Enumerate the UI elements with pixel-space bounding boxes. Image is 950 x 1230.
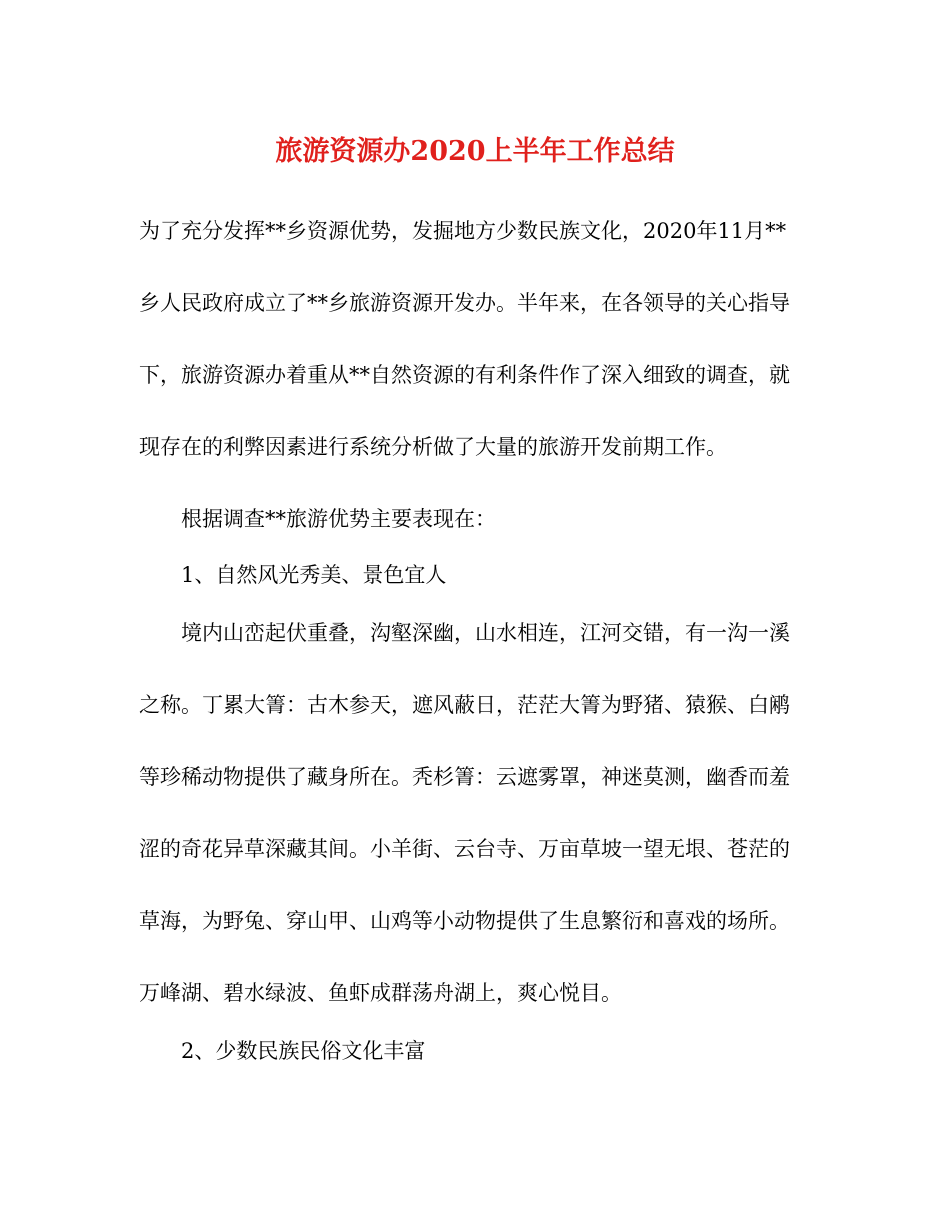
paragraph-line: 下，旅游资源办着重从**自然资源的有利条件作了深入细致的调查，就	[139, 363, 790, 387]
section-heading: 1、自然风光秀美、景色宜人	[181, 563, 447, 587]
paragraph-line: 之称。丁累大箐：古木参天，遮风蔽日，茫茫大箐为野猪、猿猴、白鹇	[139, 693, 790, 717]
paragraph-line: 乡人民政府成立了**乡旅游资源开发办。半年来，在各领导的关心指导	[139, 291, 790, 315]
paragraph-line: 草海，为野兔、穿山甲、山鸡等小动物提供了生息繁衍和喜戏的场所。	[139, 909, 790, 933]
paragraph-line: 根据调查**旅游优势主要表现在：	[181, 507, 496, 531]
paragraph-line: 等珍稀动物提供了藏身所在。秃杉箐：云遮雾罩，神迷莫测，幽香而羞	[139, 765, 790, 789]
document-title: 旅游资源办2020上半年工作总结	[275, 136, 675, 167]
paragraph-line: 为了充分发挥**乡资源优势，发掘地方少数民族文化，2020年11月**	[139, 219, 787, 243]
paragraph-line: 现存在的利弊因素进行系统分析做了大量的旅游开发前期工作。	[139, 435, 727, 459]
paragraph-line: 万峰湖、碧水绿波、鱼虾成群荡舟湖上，爽心悦目。	[139, 981, 622, 1005]
paragraph-line: 涩的奇花异草深藏其间。小羊街、云台寺、万亩草坡一望无垠、苍茫的	[139, 837, 790, 861]
section-heading: 2、少数民族民俗文化丰富	[181, 1039, 426, 1063]
paragraph-line: 境内山峦起伏重叠，沟壑深幽，山水相连，江河交错，有一沟一溪	[181, 621, 790, 645]
